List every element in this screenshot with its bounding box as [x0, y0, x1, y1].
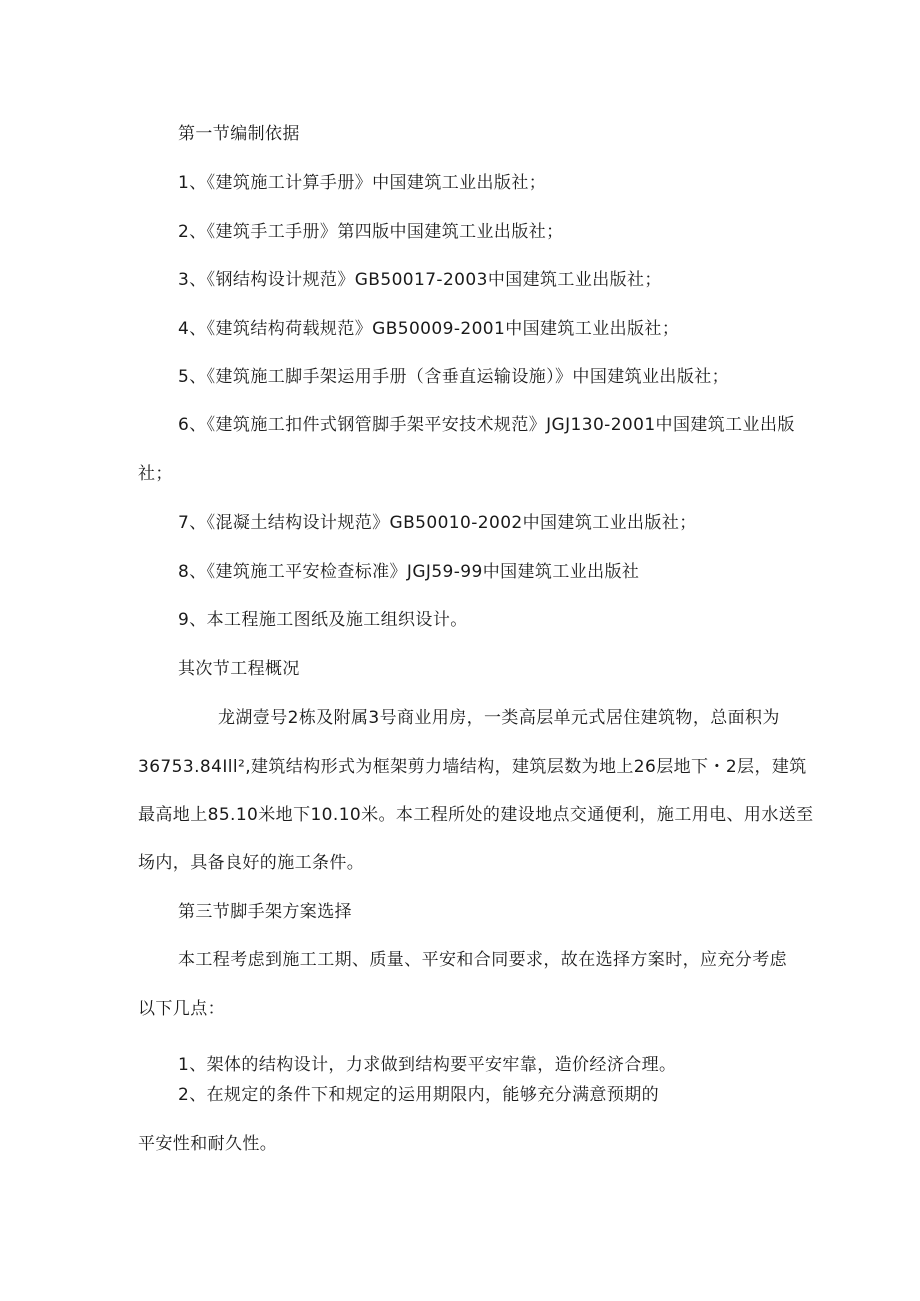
scheme-intro-line-1: 本工程考虑到施工工期、质量、平安和合同要求，故在选择方案时，应充分考虑 [178, 950, 787, 970]
reference-item-4: 4、《建筑结构荷载规范》GB50009-2001中国建筑工业出版社； [178, 319, 680, 339]
section1-title: 第一节编制依据 [178, 124, 300, 144]
overview-line-3: 最高地上85.10米地下10.10米。本工程所处的建设地点交通便利，施工用电、用水送至 [138, 805, 814, 825]
reference-item-5: 5、《建筑施工脚手架运用手册（含垂直运输设施）》中国建筑业出版社； [178, 367, 730, 387]
section3-title: 第三节脚手架方案选择 [178, 902, 352, 922]
overview-line-2: 36753.84Ill²,建筑结构形式为框架剪力墙结构，建筑层数为地上26层地下・2层，建筑 [138, 757, 807, 777]
reference-item-7: 7、《混凝土结构设计规范》GB50010-2002中国建筑工业出版社； [178, 513, 697, 533]
overview-line-4: 场内，具备良好的施工条件。 [138, 853, 365, 873]
scheme-point-1: 1、架体的结构设计，力求做到结构要平安牢靠，造价经济合理。 [178, 1055, 677, 1075]
section2-title: 其次节工程概况 [178, 659, 300, 679]
reference-item-6: 6、《建筑施工扣件式钢管脚手架平安技术规范》JGJ130-2001中国建筑工业出版 [178, 415, 795, 435]
reference-item-9: 9、本工程施工图纸及施工组织设计。 [178, 610, 468, 630]
scheme-point-2-continuation: 平安性和耐久性。 [138, 1134, 278, 1154]
reference-item-8: 8、《建筑施工平安检查标准》JGJ59-99中国建筑工业出版社 [178, 562, 640, 582]
overview-line-1: 龙湖壹号2栋及附属3号商业用房，一类高层单元式居住建筑物，总面积为 [218, 708, 780, 728]
reference-item-6-continuation: 社； [138, 464, 173, 484]
reference-item-3: 3、《钢结构设计规范》GB50017-2003中国建筑工业出版社； [178, 270, 662, 290]
reference-item-2: 2、《建筑手工手册》第四版中国建筑工业出版社； [178, 222, 564, 242]
scheme-intro-line-2: 以下几点： [138, 999, 225, 1019]
scheme-point-2: 2、在规定的条件下和规定的运用期限内，能够充分满意预期的 [178, 1085, 660, 1105]
reference-item-1: 1、《建筑施工计算手册》中国建筑工业出版社； [178, 173, 547, 193]
